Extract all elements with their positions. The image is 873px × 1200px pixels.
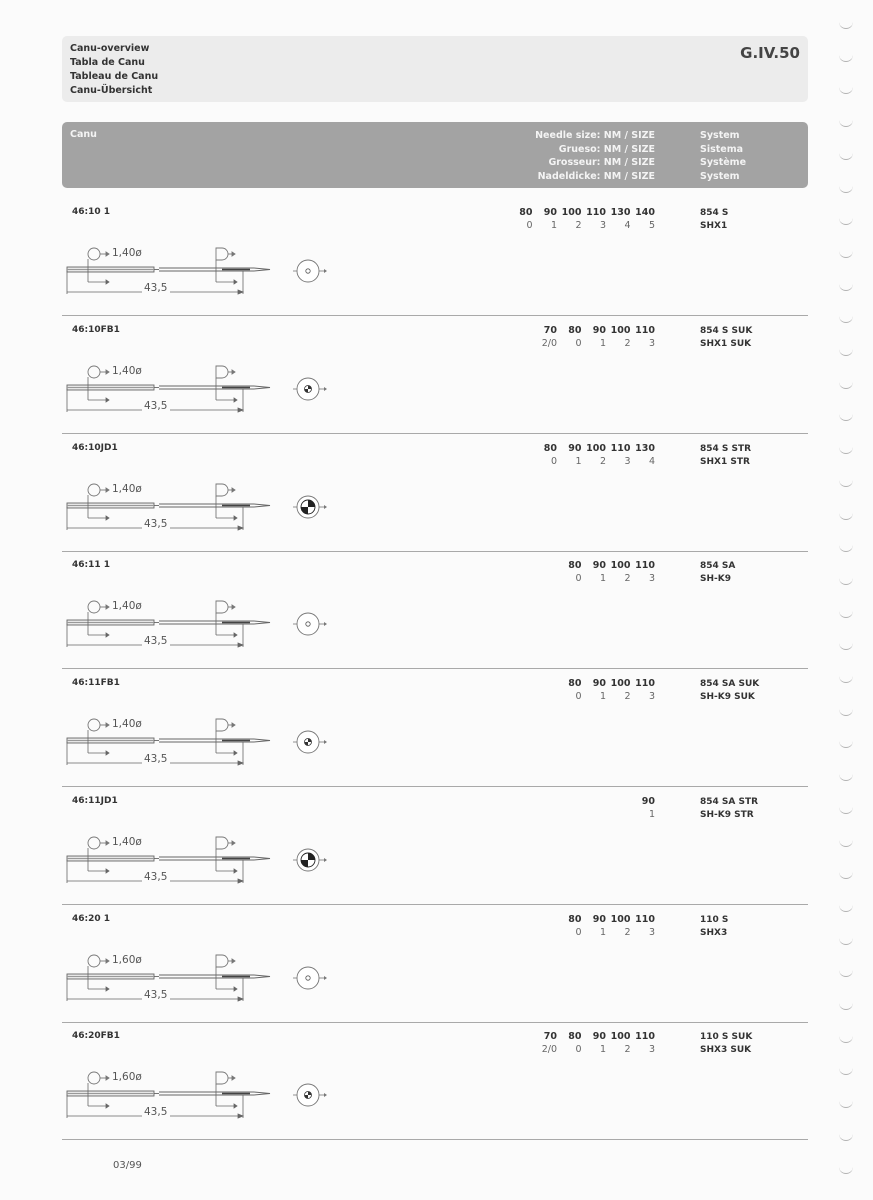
binding-ring	[839, 478, 853, 487]
binding-ring	[839, 576, 853, 585]
canu-code: 46:10 1	[72, 207, 111, 217]
title-es: Tabla de Canu	[70, 57, 145, 68]
binding-ring	[839, 674, 853, 683]
needle-diagram	[62, 713, 352, 777]
system-code: SHX1 STR	[700, 457, 750, 467]
needle-diagram	[62, 949, 352, 1013]
binding-ring	[839, 118, 853, 127]
shank-diameter-label: 1,40ø	[112, 247, 142, 259]
needle-length-label: 43,5	[144, 1106, 168, 1118]
nm-value: 90	[568, 443, 582, 454]
canu-column-header: Canu	[70, 129, 97, 140]
ball-point-small-icon	[293, 731, 327, 753]
size-value: 2	[599, 456, 606, 467]
size-value: 0	[550, 456, 557, 467]
ball-point-large-icon	[293, 496, 327, 518]
size-value: 1	[575, 456, 582, 467]
system-code: SHX1	[700, 221, 728, 231]
needle-sizes	[508, 207, 655, 231]
nm-value: 90	[543, 207, 557, 218]
column-header-bar	[62, 122, 808, 188]
ball-point-small-icon	[293, 378, 327, 400]
binding-ring	[839, 772, 853, 781]
needle-sizes	[631, 796, 656, 820]
canu-code: 46:10JD1	[72, 443, 118, 453]
system-codes	[700, 560, 735, 586]
size-value: 0	[575, 927, 582, 938]
size-value: 3	[648, 573, 655, 584]
footer-date: 03/99	[113, 1160, 142, 1171]
size-value: 2	[624, 927, 631, 938]
nm-value: 130	[635, 443, 655, 454]
system-codes	[700, 1031, 752, 1057]
page-header	[62, 36, 808, 102]
size-value: 2	[624, 338, 631, 349]
canu-code: 46:11JD1	[72, 796, 118, 806]
nm-value: 110	[635, 678, 655, 689]
binding-ring	[839, 282, 853, 291]
round-point-icon	[293, 613, 327, 635]
nm-value: 90	[592, 560, 606, 571]
binding-ring	[839, 707, 853, 716]
title-de: Canu-Übersicht	[70, 85, 153, 96]
size-row	[508, 220, 655, 231]
system-code: 110 S	[700, 915, 729, 925]
size-value: 1	[599, 338, 606, 349]
needle-sizes	[557, 560, 655, 584]
binding-ring	[839, 1165, 853, 1174]
size-value: 2	[575, 220, 582, 231]
binding-ring	[839, 1034, 853, 1043]
system-code: SH-K9	[700, 574, 731, 584]
nm-value: 100	[610, 325, 631, 336]
binding-ring	[839, 380, 853, 389]
size-value: 1	[550, 220, 557, 231]
binding-ring	[839, 838, 853, 847]
needle-diagram	[62, 595, 352, 659]
binding-ring	[839, 412, 853, 421]
entry-divider	[62, 1139, 808, 1140]
needle-diagram	[62, 242, 352, 306]
size-row	[533, 1044, 656, 1055]
size-value: 1	[599, 927, 606, 938]
nm-value: 90	[641, 796, 655, 807]
canu-entry	[62, 787, 808, 905]
size-value: 3	[648, 927, 655, 938]
binding-ring	[839, 20, 853, 29]
needle-diagram	[62, 360, 352, 424]
nm-value: 110	[635, 325, 655, 336]
nm-value: 70	[543, 1031, 557, 1042]
needle-length-label: 43,5	[144, 400, 168, 412]
binding-ring	[839, 1066, 853, 1075]
binding-ring	[839, 641, 853, 650]
nm-value: 80	[519, 207, 533, 218]
nm-value: 70	[543, 325, 557, 336]
shank-diameter-label: 1,60ø	[112, 1071, 142, 1083]
binding-ring	[839, 216, 853, 225]
binding-ring	[839, 249, 853, 258]
nm-row	[557, 560, 655, 571]
nm-value: 80	[543, 443, 557, 454]
title-fr: Tableau de Canu	[70, 71, 159, 82]
nm-value: 80	[568, 560, 582, 571]
canu-code: 46:11 1	[72, 560, 111, 570]
needle-length-label: 43,5	[144, 989, 168, 1001]
needle-sizes	[557, 678, 655, 702]
size-value: 1	[599, 691, 606, 702]
nm-value: 130	[610, 207, 631, 218]
nm-value: 80	[568, 325, 582, 336]
size-value: 2/0	[541, 338, 557, 349]
canu-entry	[62, 905, 808, 1023]
ball-point-large-icon	[293, 849, 327, 871]
binding-ring	[839, 936, 853, 945]
size-value: 1	[648, 809, 655, 820]
nm-row	[533, 443, 656, 454]
nm-value: 80	[568, 914, 582, 925]
system-codes	[700, 443, 751, 469]
system-codes	[700, 796, 758, 822]
needle-diagram	[62, 1066, 352, 1130]
nm-row	[557, 914, 655, 925]
size-value: 2	[624, 691, 631, 702]
needle-length-label: 43,5	[144, 871, 168, 883]
size-value: 3	[648, 1044, 655, 1055]
size-value: 1	[599, 573, 606, 584]
binding-ring	[839, 903, 853, 912]
system-column-header: System Sistema Système System	[700, 130, 747, 182]
binding-ring	[839, 151, 853, 160]
needle-diagram	[62, 831, 352, 895]
nm-value: 110	[635, 914, 655, 925]
canu-code: 46:20FB1	[72, 1031, 120, 1041]
system-code: 854 SA	[700, 561, 736, 571]
shank-diameter-label: 1,60ø	[112, 954, 142, 966]
shank-diameter-label: 1,40ø	[112, 365, 142, 377]
nm-value: 140	[635, 207, 655, 218]
binding-ring	[839, 1132, 853, 1141]
binding-ring	[839, 870, 853, 879]
nm-value: 90	[592, 914, 606, 925]
system-code: 854 SA SUK	[700, 679, 760, 689]
binding-ring	[839, 968, 853, 977]
shank-diameter-label: 1,40ø	[112, 483, 142, 495]
binding-ring	[839, 53, 853, 62]
binding-ring	[839, 85, 853, 94]
system-code: SH-K9 SUK	[700, 692, 755, 702]
system-codes	[700, 207, 728, 233]
size-value: 3	[599, 220, 606, 231]
binding-ring	[839, 184, 853, 193]
nm-value: 110	[635, 560, 655, 571]
size-row	[557, 927, 655, 938]
binding-ring	[839, 1099, 853, 1108]
canu-entry	[62, 669, 808, 787]
needle-size-column-header: Needle size: NM / SIZE Grueso: NM / SIZE Grosseur: NM / SIZE Nadeldicke: NM / SIZE	[535, 130, 655, 182]
nm-value: 80	[568, 1031, 582, 1042]
system-codes	[700, 678, 759, 704]
nm-value: 100	[586, 443, 606, 454]
system-code: SHX3	[700, 928, 728, 938]
needle-sizes	[557, 914, 655, 938]
canu-code: 46:11FB1	[72, 678, 120, 688]
size-value: 1	[599, 1044, 606, 1055]
size-value: 4	[648, 456, 655, 467]
header-titles	[70, 42, 158, 98]
nm-row	[533, 325, 656, 336]
binding-ring	[839, 347, 853, 356]
nm-value: 110	[635, 1031, 655, 1042]
binding-ring	[839, 314, 853, 323]
binding-ring	[839, 445, 853, 454]
canu-entry	[62, 1022, 808, 1140]
size-value: 4	[624, 220, 631, 231]
size-value: 3	[624, 456, 631, 467]
size-value: 2/0	[541, 1044, 557, 1055]
nm-value: 90	[592, 325, 606, 336]
size-value: 3	[648, 338, 655, 349]
needle-sizes	[533, 1031, 656, 1055]
shank-diameter-label: 1,40ø	[112, 718, 142, 730]
size-value: 0	[575, 338, 582, 349]
needle-length-label: 43,5	[144, 282, 168, 294]
needle-length-label: 43,5	[144, 753, 168, 765]
nm-row	[533, 1031, 656, 1042]
size-value: 0	[575, 1044, 582, 1055]
size-row	[533, 338, 656, 349]
nm-row	[508, 207, 655, 218]
nm-value: 100	[561, 207, 582, 218]
system-code: 110 S SUK	[700, 1032, 753, 1042]
system-code: SH-K9 STR	[700, 810, 754, 820]
size-value: 0	[526, 220, 533, 231]
canu-code: 46:10FB1	[72, 325, 120, 335]
canu-code: 46:20 1	[72, 914, 111, 924]
round-point-icon	[293, 260, 327, 282]
size-row	[557, 573, 655, 584]
system-code: SHX3 SUK	[700, 1045, 752, 1055]
needle-sizes	[533, 443, 656, 467]
system-code: 854 S STR	[700, 444, 752, 454]
ball-point-small-icon	[293, 1084, 327, 1106]
binding-ring	[839, 739, 853, 748]
nm-value: 100	[610, 678, 631, 689]
size-row	[533, 456, 656, 467]
size-value: 2	[624, 1044, 631, 1055]
shank-diameter-label: 1,40ø	[112, 836, 142, 848]
system-code: 854 S SUK	[700, 326, 753, 336]
needle-length-label: 43,5	[144, 518, 168, 530]
system-code: SHX1 SUK	[700, 339, 752, 349]
ring-binding	[835, 20, 865, 1190]
nm-value: 110	[610, 443, 631, 454]
nm-row	[557, 678, 655, 689]
nm-value: 100	[610, 1031, 631, 1042]
canu-entry	[62, 316, 808, 434]
nm-value: 80	[568, 678, 582, 689]
nm-value: 110	[586, 207, 606, 218]
needle-sizes	[533, 325, 656, 349]
nm-value: 90	[592, 1031, 606, 1042]
binding-ring	[839, 543, 853, 552]
nm-row	[631, 796, 656, 807]
nm-value: 100	[610, 914, 631, 925]
nm-value: 90	[592, 678, 606, 689]
binding-ring	[839, 609, 853, 618]
binding-ring	[839, 511, 853, 520]
size-row	[557, 691, 655, 702]
size-value: 0	[575, 691, 582, 702]
round-point-icon	[293, 967, 327, 989]
canu-entry	[62, 551, 808, 669]
canu-entry	[62, 198, 808, 316]
system-code: 854 SA STR	[700, 797, 759, 807]
binding-ring	[839, 1001, 853, 1010]
size-value: 2	[624, 573, 631, 584]
size-value: 0	[575, 573, 582, 584]
nm-value: 100	[610, 560, 631, 571]
system-codes	[700, 914, 728, 940]
size-value: 5	[648, 220, 655, 231]
needle-diagram	[62, 478, 352, 542]
system-codes	[700, 325, 752, 351]
size-value: 3	[648, 691, 655, 702]
title-en: Canu-overview	[70, 43, 150, 54]
needle-length-label: 43,5	[144, 635, 168, 647]
system-code: 854 S	[700, 208, 729, 218]
binding-ring	[839, 805, 853, 814]
shank-diameter-label: 1,40ø	[112, 600, 142, 612]
page-id: G.IV.50	[740, 44, 800, 62]
canu-entry	[62, 434, 808, 552]
size-row	[631, 809, 656, 820]
